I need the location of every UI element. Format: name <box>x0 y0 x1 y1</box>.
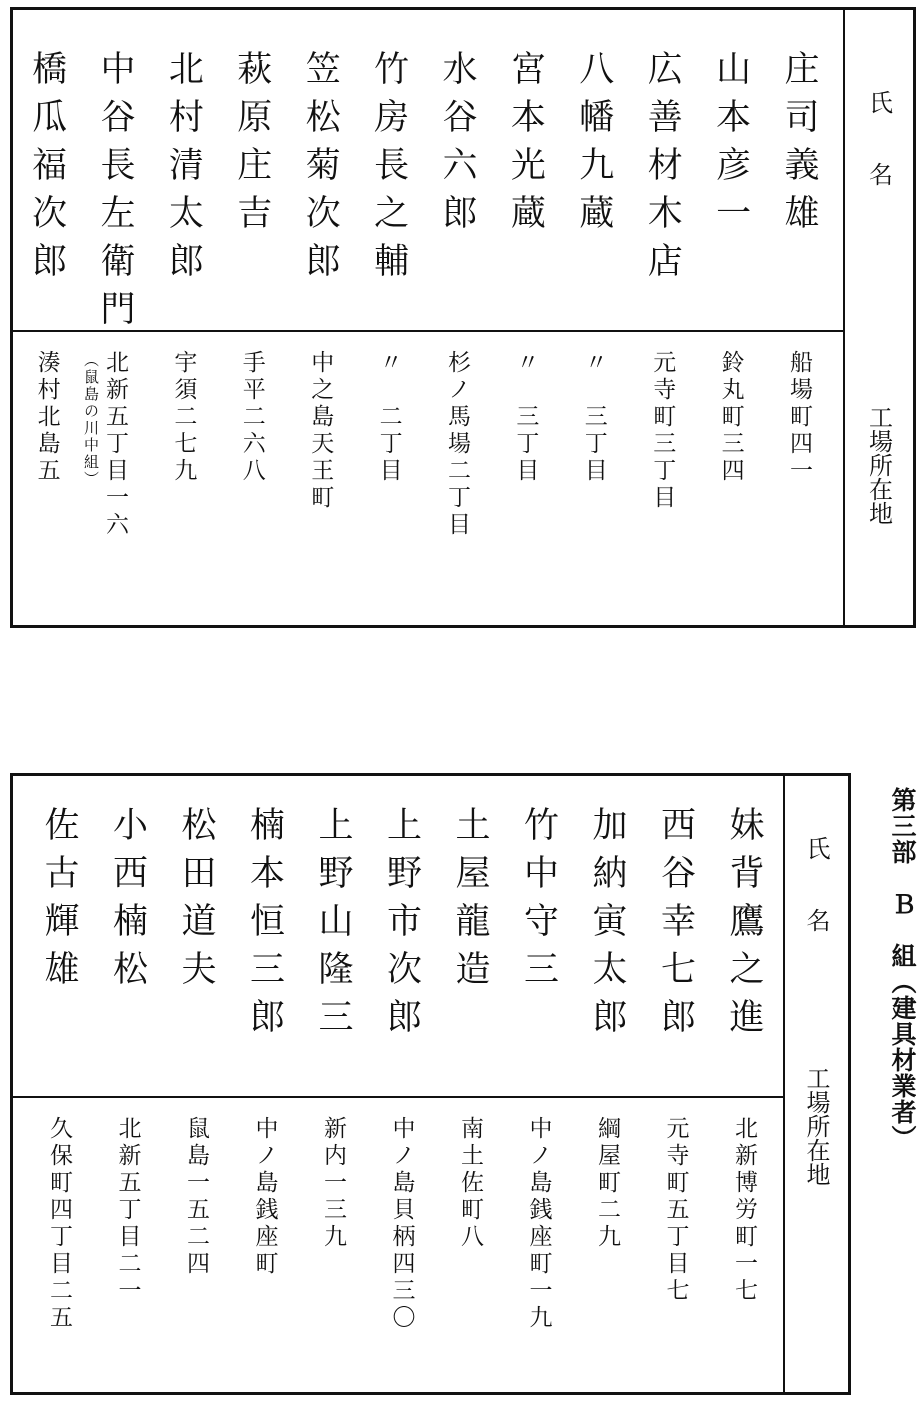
address-header: 工場所在地 <box>864 405 893 525</box>
roster-table-top <box>10 7 916 628</box>
row-divider <box>13 1096 783 1098</box>
row-divider <box>13 330 843 332</box>
header-column <box>843 10 913 625</box>
entry-address: 北新五丁目一六 <box>102 350 128 539</box>
entry-address: 手平二六八 <box>238 350 265 485</box>
entry-address: 中之島天王町 <box>307 350 334 512</box>
entry-address: 中ノ島貝柄四三〇 <box>388 1116 415 1332</box>
entry-name: 宮本光蔵 <box>505 50 546 242</box>
entry-name: 北村清太郎 <box>163 50 204 290</box>
entry-name: 松田道夫 <box>176 806 216 998</box>
entry-address: 北新博労町一七 <box>731 1116 757 1305</box>
entry-name: 広善材木店 <box>642 50 683 290</box>
entry-name: 水谷六郎 <box>437 50 477 242</box>
entry-name: 橋瓜福次郎 <box>26 50 67 290</box>
entry-name: 土屋龍造 <box>450 806 490 998</box>
entry-address: 久保町四丁目二五 <box>46 1116 72 1332</box>
name-header: 氏 名 <box>864 90 893 186</box>
entry-name: 楠本恒三郎 <box>244 806 285 1046</box>
entry-name: 小西楠松 <box>107 806 148 998</box>
entry-name: 上野市次郎 <box>381 806 422 1046</box>
entry-address: 元寺町三丁目 <box>649 350 676 512</box>
entry-address: 鈴丸町三四 <box>717 350 744 485</box>
name-header: 氏 名 <box>802 836 830 932</box>
entry-address: 鼠島一五二四 <box>183 1116 209 1278</box>
section-title: 第三部 Ｂ 組（建具材業者） <box>888 787 917 1151</box>
entry-name: 上野山隆三 <box>313 806 353 1046</box>
address-header: 工場所在地 <box>802 1066 830 1186</box>
header-column <box>783 776 848 1392</box>
entry-name: 妹背鷹之進 <box>724 806 764 1046</box>
entry-address: 綱屋町二九 <box>594 1116 620 1251</box>
entry-name: 西谷幸七郎 <box>655 806 696 1046</box>
entry-name: 山本彦一 <box>710 50 751 242</box>
entry-address: 北新五丁目二一 <box>114 1116 141 1305</box>
entry-address: 〃 三丁目 <box>512 350 539 485</box>
entry-address: 中ノ島銭座町一九 <box>525 1116 552 1332</box>
entry-address: 〃 二丁目 <box>375 350 402 485</box>
entry-address: 杉ノ馬場二丁目 <box>444 350 470 539</box>
entry-address: 〃 三丁目 <box>580 350 607 485</box>
entry-name: 加納寅太郎 <box>587 806 627 1046</box>
entry-name: 笠松菊次郎 <box>300 50 341 290</box>
roster-table-bottom <box>10 773 851 1395</box>
entry-address: 南土佐町八 <box>457 1116 483 1251</box>
entry-address: 湊村北島五 <box>33 350 60 485</box>
entry-name: 竹中守三 <box>518 806 559 998</box>
entry-name: 中谷長左衛門 <box>95 50 135 338</box>
entry-address: 元寺町五丁目七 <box>662 1116 689 1305</box>
entry-name: 八幡九蔵 <box>573 50 614 242</box>
entry-name: 佐古輝雄 <box>39 806 79 998</box>
entry-address: 中ノ島銭座町 <box>251 1116 278 1278</box>
entry-name: 萩原庄吉 <box>231 50 272 242</box>
entry-address: 宇須二七九 <box>170 350 197 485</box>
entry-address: 新内一三九 <box>320 1116 346 1251</box>
entry-name: 庄司義雄 <box>779 50 819 242</box>
entry-address: 船場町四一 <box>786 350 812 485</box>
entry-note: （鼠島の川中組） <box>82 352 100 488</box>
entry-name: 竹房長之輔 <box>368 50 409 290</box>
